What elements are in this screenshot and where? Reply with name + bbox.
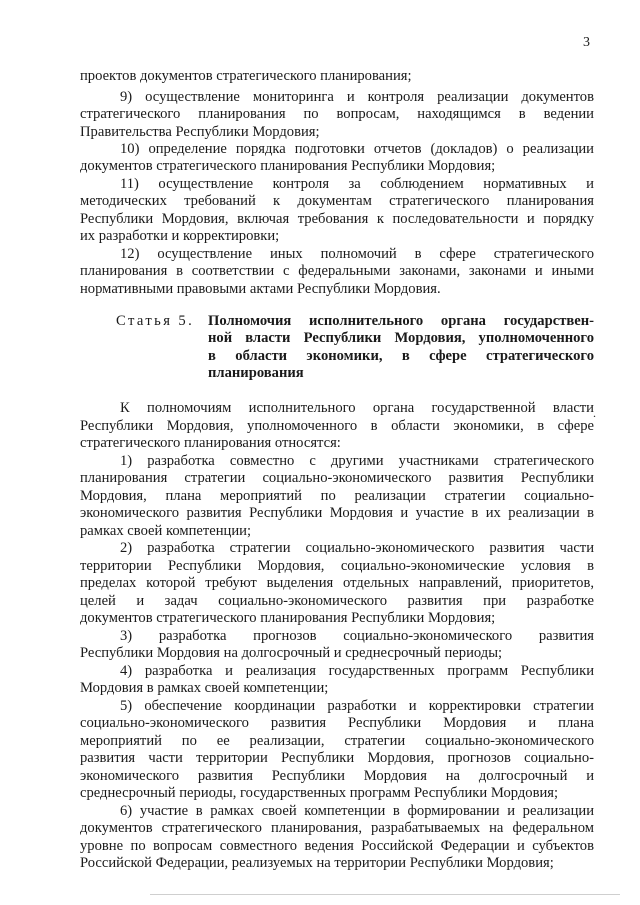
text-line: рамках своей компетенции; (80, 523, 252, 539)
text-line: территории Республики Мордовия, социально-экономические условия в (80, 558, 594, 574)
text-line: социально-экономического развития Республики Мордовия и плана (80, 715, 594, 731)
text-line: Российской Федерации, реализуемых на территории Республики Мордовия; (80, 855, 554, 871)
text-line: 4) разработка и реализация государственных программ Республики (120, 663, 594, 679)
text-line: документов стратегического планирования Республики Мордовия; (80, 610, 496, 626)
text-line: Республики Мордовия на долгосрочный и среднесрочный периоды; (80, 645, 503, 661)
text-line: Мордовия, плана мероприятий по реализации стратегии социально- (80, 488, 594, 504)
article-heading-line: ной власти Республики Мордовия, уполномоченного (208, 330, 594, 346)
text-line: экономического развития Республики Мордовия на долгосрочный и (80, 768, 594, 784)
article-heading-line: Полномочия исполнительного органа государствен- (208, 313, 594, 329)
text-line: уровне по вопросам совместного ведения Российской Федерации и субъектов (80, 838, 594, 854)
text-line: мероприятий по ее реализации, стратегии социально-экономического (80, 733, 594, 749)
text-line: их разработки и корректировки; (80, 228, 280, 244)
text-line: проектов документов стратегического планирования; (80, 68, 412, 84)
text-line: пределах которой требуют выделения отдельных направлений, приоритетов, (80, 575, 594, 591)
text-line: 6) участие в рамках своей компетенции в формировании и реализации (120, 803, 594, 819)
scan-mark: . (593, 406, 596, 420)
text-line: стратегического планирования относятся: (80, 435, 341, 451)
article-label: Статья 5. (116, 313, 195, 329)
text-line: 10) определение порядка подготовки отчетов (докладов) о реализации (120, 141, 594, 157)
text-line: 2) разработка стратегии социально-экономического развития части (120, 540, 594, 556)
text-line: Республики Мордовия, уполномоченного в области экономики, в сфере (80, 418, 594, 434)
text-line: 3) разработка прогнозов социально-экономического развития (120, 628, 594, 644)
text-line: стратегического планирования по вопросам, находящимся в ведении (80, 106, 594, 122)
article-heading-line: в области экономики, в сфере стратегического (208, 348, 594, 364)
text-line: развития части территории Республики Мордовия, прогнозов социально- (80, 750, 594, 766)
text-line: 1) разработка совместно с другими участниками стратегического (120, 453, 594, 469)
text-line: 5) обеспечение координации разработки и корректировки стратегии (120, 698, 594, 714)
page-number: 3 (583, 35, 590, 50)
text-line: нормативными правовыми актами Республики Мордовия. (80, 281, 441, 297)
text-line: Правительства Республики Мордовия; (80, 124, 320, 140)
text-line: среднесрочный периоды, государственных программ Республики Мордовия; (80, 785, 559, 801)
article-heading-line: планирования (208, 365, 304, 381)
text-line: 9) осуществление мониторинга и контроля реализации документов (120, 89, 594, 105)
text-line: целей и задач социально-экономического развития при разработке (80, 593, 594, 609)
scan-edge-line (150, 894, 620, 895)
text-line: 11) осуществление контроля за соблюдением нормативных и (120, 176, 594, 192)
text-line: 12) осуществление иных полномочий в сфере стратегического (120, 246, 594, 262)
text-line: Мордовия в рамках своей компетенции; (80, 680, 329, 696)
text-line: планирования стратегии социально-экономического развития Республики (80, 470, 594, 486)
text-line: Республики Мордовия, включая требования к последовательности и порядку (80, 211, 594, 227)
text-line: методических требований к документам стратегического планирования (80, 193, 594, 209)
text-line: К полномочиям исполнительного органа государственной власти (120, 400, 594, 416)
text-line: документов стратегического планирования Республики Мордовия; (80, 158, 496, 174)
text-line: документов стратегического планирования, разрабатываемых на федеральном (80, 820, 594, 836)
text-line: планирования в соответствии с федеральными законами, законами и иными (80, 263, 594, 279)
text-line: экономического развития Республики Мордовия и участие в их реализации в (80, 505, 594, 521)
